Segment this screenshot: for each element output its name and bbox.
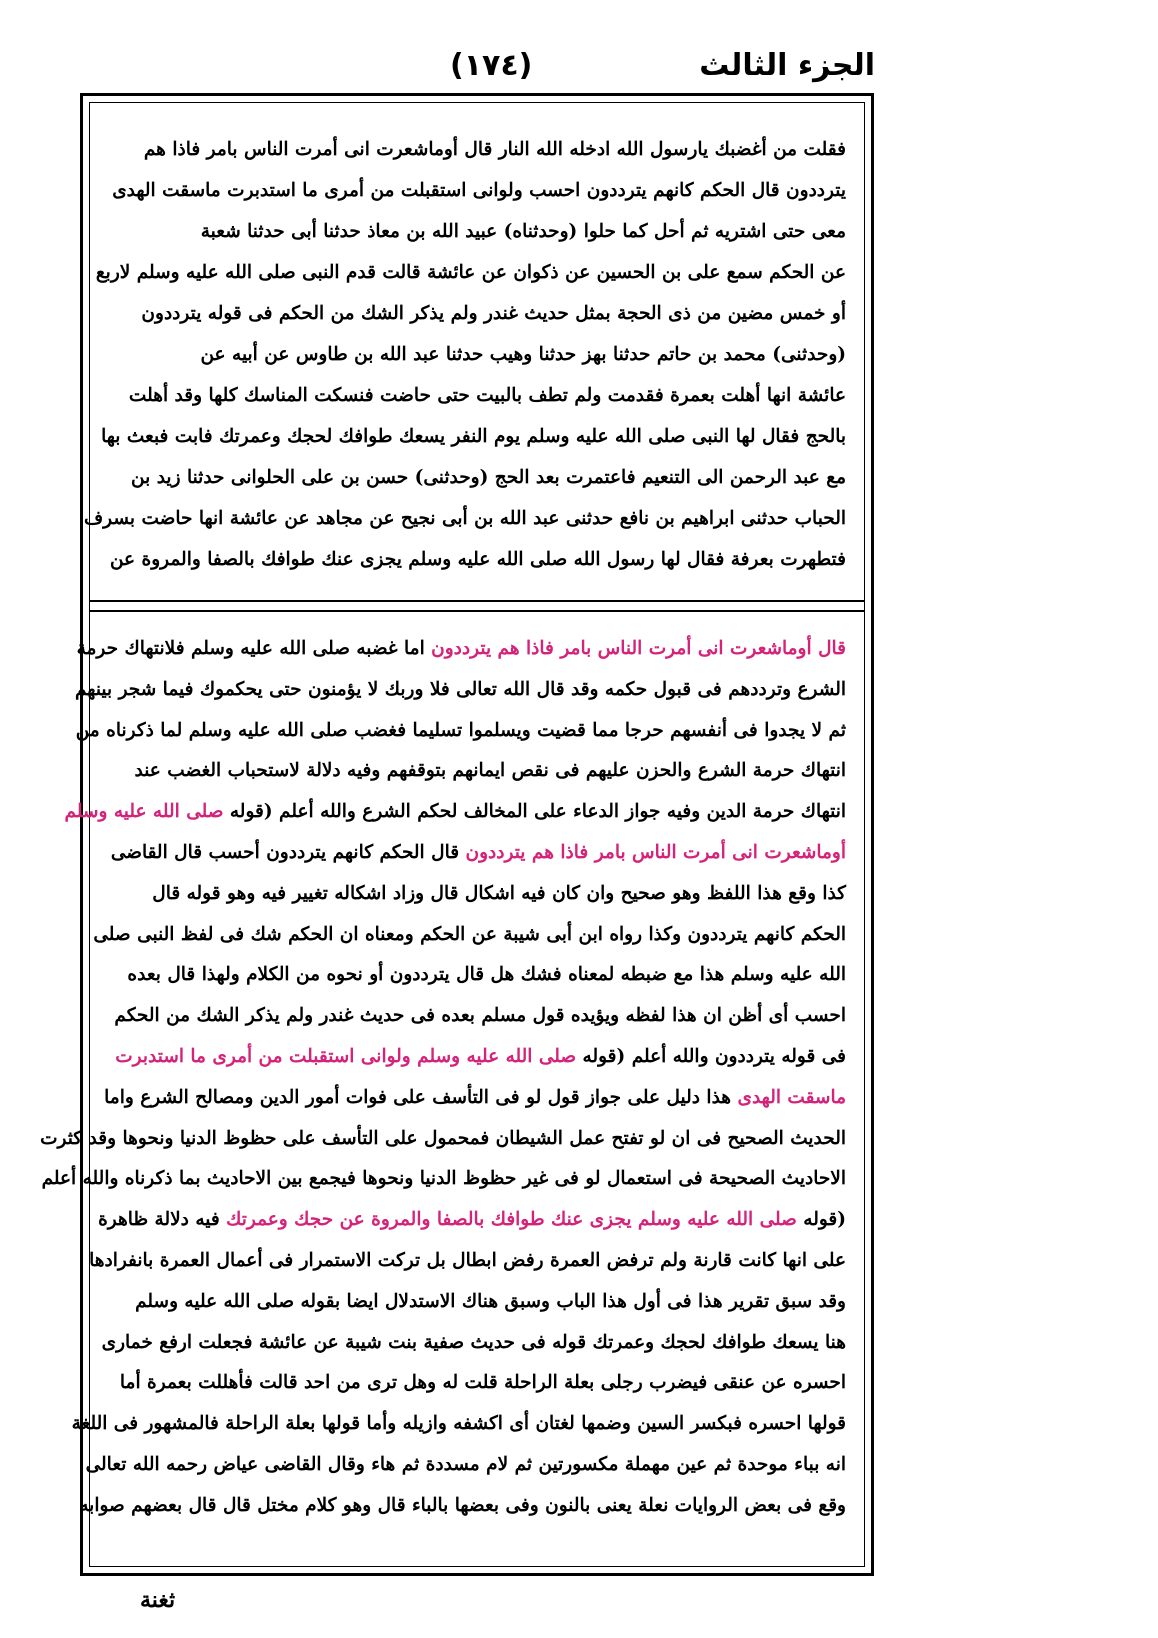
commentary-line	[64, 792, 846, 833]
commentary-line	[108, 1037, 846, 1078]
commentary-line	[85, 1445, 846, 1486]
commentary-text: فى قوله يترددون والله أعلم (قوله	[576, 1045, 846, 1067]
commentary-line	[41, 1159, 846, 1200]
volume-title: الجزء الثالث	[699, 48, 875, 83]
commentary-line	[108, 1363, 846, 1404]
main-text-line: عن الحكم سمع على بن الحسين عن ذكوان عن عائشة قالت قدم النبى صلى الله عليه وسلم لاربع	[95, 262, 846, 283]
commentary-text: على انها كانت قارنة ولم ترفض العمرة رفض ابطال بل تركت الاستمرار فى أعمال العمرة بانفرادها	[89, 1249, 846, 1271]
commentary-line	[75, 670, 846, 711]
main-text-block	[83, 129, 846, 579]
commentary-line	[108, 751, 846, 792]
main-text-line: عائشة انها أهلت بعمرة فقدمت ولم تطف بالبيت حتى حاضت فنسكت المناسك كلها وقد أهلت	[128, 385, 846, 406]
commentary-line	[108, 1282, 846, 1323]
commentary-line	[108, 955, 846, 996]
commentary-text: (قوله	[796, 1209, 846, 1231]
commentary-line	[104, 1078, 846, 1119]
commentary-line	[89, 1241, 846, 1282]
commentary-line	[108, 833, 846, 874]
commentary-text: الاحاديث الصحيحة فى استعمال لو فى غير حظوظ الدنيا ونحوها فيجمع بين الاحاديث بما ذكرناه والله أعلم	[41, 1168, 846, 1190]
main-text-line: فتطهرت بعرفة فقال لها رسول الله صلى الله عليه وسلم يجزى عنك طوافك بالصفا والمروة عن	[109, 549, 846, 570]
main-text-line: بالحج فقال لها النبى صلى الله عليه وسلم يوم النفر يسعك طوافك لحجك وعمرتك فابت فبعث بها	[101, 426, 846, 447]
commentary-line	[76, 629, 846, 670]
commentary-text: هذا دليل على جواز قول لو فى التأسف على فوات أمور الدين ومصالح الشرع واما	[104, 1086, 738, 1108]
commentary-line	[40, 1119, 846, 1160]
commentary-line	[75, 711, 846, 752]
main-text-line: معى حتى اشتريه ثم أحل كما حلوا (وحدثناه) عبيد الله بن معاذ حدثنا أبى حدثنا شعبة	[200, 221, 846, 242]
main-text-line: فقلت من أغضبك يارسول الله ادخله الله النار قال أوماشعرت انى أمرت الناس بامر فاذا هم	[143, 139, 846, 160]
commentary-line	[79, 1486, 846, 1527]
quoted-lemma: صلى الله عليه وسلم	[64, 801, 224, 823]
section-separator	[90, 600, 864, 612]
main-text-line: أو خمس مضين من ذى الحجة بمثل حديث غندر ولم يذكر الشك من الحكم فى قوله يترددون	[141, 303, 846, 324]
commentary-text: احسره عن عنقى فيضرب رجلى بعلة الراحلة قلت له وهل ترى من احد قالت فأهللت بعمرة أما	[119, 1372, 846, 1394]
commentary-text: الحديث الصحيح فى ان لو تفتح عمل الشيطان فمحمول على التأسف على حظوظ الدنيا ونحوها وقد كثرت	[40, 1127, 846, 1149]
commentary-text: اما غضبه صلى الله عليه وسلم فلانتهاك حرمة	[76, 638, 432, 659]
commentary-text: كذا وقع هذا اللفظ وهو صحيح وان كان فيه اشكال قال وزاد اشكاله تغيير فيه وهو قوله قال	[152, 882, 846, 904]
main-text-line: يترددون قال الحكم كانهم يترددون احسب ولوانى استقبلت من أمرى ما استدبرت ماسقت الهدى	[112, 180, 846, 201]
quoted-lemma: صلى الله عليه وسلم ولوانى استقبلت من أمرى ما استدبرت	[115, 1045, 577, 1067]
catchword: ثغنة	[140, 1587, 176, 1613]
commentary-text: وقد سبق تقرير هذا فى أول هذا الباب وسبق هناك الاستدلال ايضا بقوله صلى الله عليه وسلم	[135, 1290, 846, 1312]
commentary-text: انه بباء موحدة ثم عين مهملة مكسورتين ثم لام مسددة ثم هاء وقال القاضى عياض رحمه الله تعالى	[85, 1453, 846, 1475]
main-text-line: (وحدثنى) محمد بن حاتم حدثنا بهز حدثنا وهيب حدثنا عبد الله بن طاوس عن أبيه عن	[200, 344, 846, 365]
commentary-text: الشرع وترددهم فى قبول حكمه وقد قال الله تعالى فلا وربك لا يؤمنون حتى يحكموك فيما شجر بينهم	[75, 678, 846, 700]
commentary-text: الحكم كانهم يترددون وكذا رواه ابن أبى شيبة عن الحكم ومعناه ان الحكم شك فى لفظ النبى صلى	[93, 923, 846, 945]
quoted-lemma: ماسقت الهدى	[737, 1086, 846, 1108]
commentary-block	[40, 629, 846, 1549]
commentary-line	[71, 1404, 846, 1445]
commentary-line	[98, 1200, 846, 1241]
commentary-text: انتهاك حرمة الشرع والحزن عليهم فى نقص ايمانهم بتوقفهم وفيه دلالة لاستحباب الغضب عند	[134, 760, 846, 782]
main-text-line: مع عبد الرحمن الى التنعيم فاعتمرت بعد الحج (وحدثنى) حسن بن على الحلوانى حدثنا زيد بن	[131, 467, 846, 488]
commentary-text: انتهاك حرمة الدين وفيه جواز الدعاء على المخالف لحكم الشرع والله أعلم (قوله	[223, 801, 846, 823]
commentary-text: وقع فى بعض الروايات نعلة يعنى بالنون وفى بعضها بالباء قال وهو كلام مختل قال قال بعضهم صوابه	[79, 1494, 846, 1516]
page-header	[80, 40, 875, 90]
commentary-text: ثم لا يجدوا فى أنفسهم حرجا مما قضيت ويسلموا تسليما فغضب صلى الله عليه وسلم لما ذكرناه من	[75, 719, 846, 741]
main-text-line: الحباب حدثنى ابراهيم بن نافع حدثنى عبد الله بن أبى نجيح عن مجاهد عن عائشة انها حاضت بسرف	[83, 508, 846, 529]
inner-frame	[40, 102, 865, 1567]
commentary-text: احسب أى أظن ان هذا لفظه ويؤيده قول مسلم بعده فى حديث غندر ولم يذكر الشك من الحكم	[114, 1005, 846, 1027]
commentary-line	[93, 915, 846, 956]
quoted-lemma: صلى الله عليه وسلم يجزى عنك طوافك بالصفا والمروة عن حجك وعمرتك	[226, 1209, 797, 1231]
quoted-lemma: أوماشعرت انى أمرت الناس بامر فاذا هم يترددون	[465, 841, 846, 863]
commentary-text: قولها احسره فبكسر السين وضمها لغتان أى اكشفه وازيله وأما قولها بعلة الراحلة فالمشهور فى اللغة	[71, 1413, 846, 1435]
commentary-text: الله عليه وسلم هذا مع ضبطه لمعناه فشك هل قال يترددون أو نحوه من الكلام ولهذا قال بعده	[127, 964, 846, 986]
commentary-text: فيه دلالة ظاهرة	[98, 1209, 227, 1231]
commentary-line	[108, 874, 846, 915]
commentary-text: هنا يسعك طوافك لحجك وعمرتك قوله فى حديث صفية بنت شيبة عن عائشة فجعلت ارفع خمارى	[101, 1331, 846, 1353]
quoted-lemma: قال أوماشعرت انى أمرت الناس بامر فاذا هم يترددون	[431, 638, 846, 659]
page-number: (١٧٤)	[450, 48, 533, 83]
page-frame	[40, 93, 874, 1576]
commentary-text: قال الحكم كانهم يترددون أحسب قال القاضى	[110, 841, 466, 863]
commentary-line	[101, 1323, 846, 1364]
commentary-line	[108, 996, 846, 1037]
